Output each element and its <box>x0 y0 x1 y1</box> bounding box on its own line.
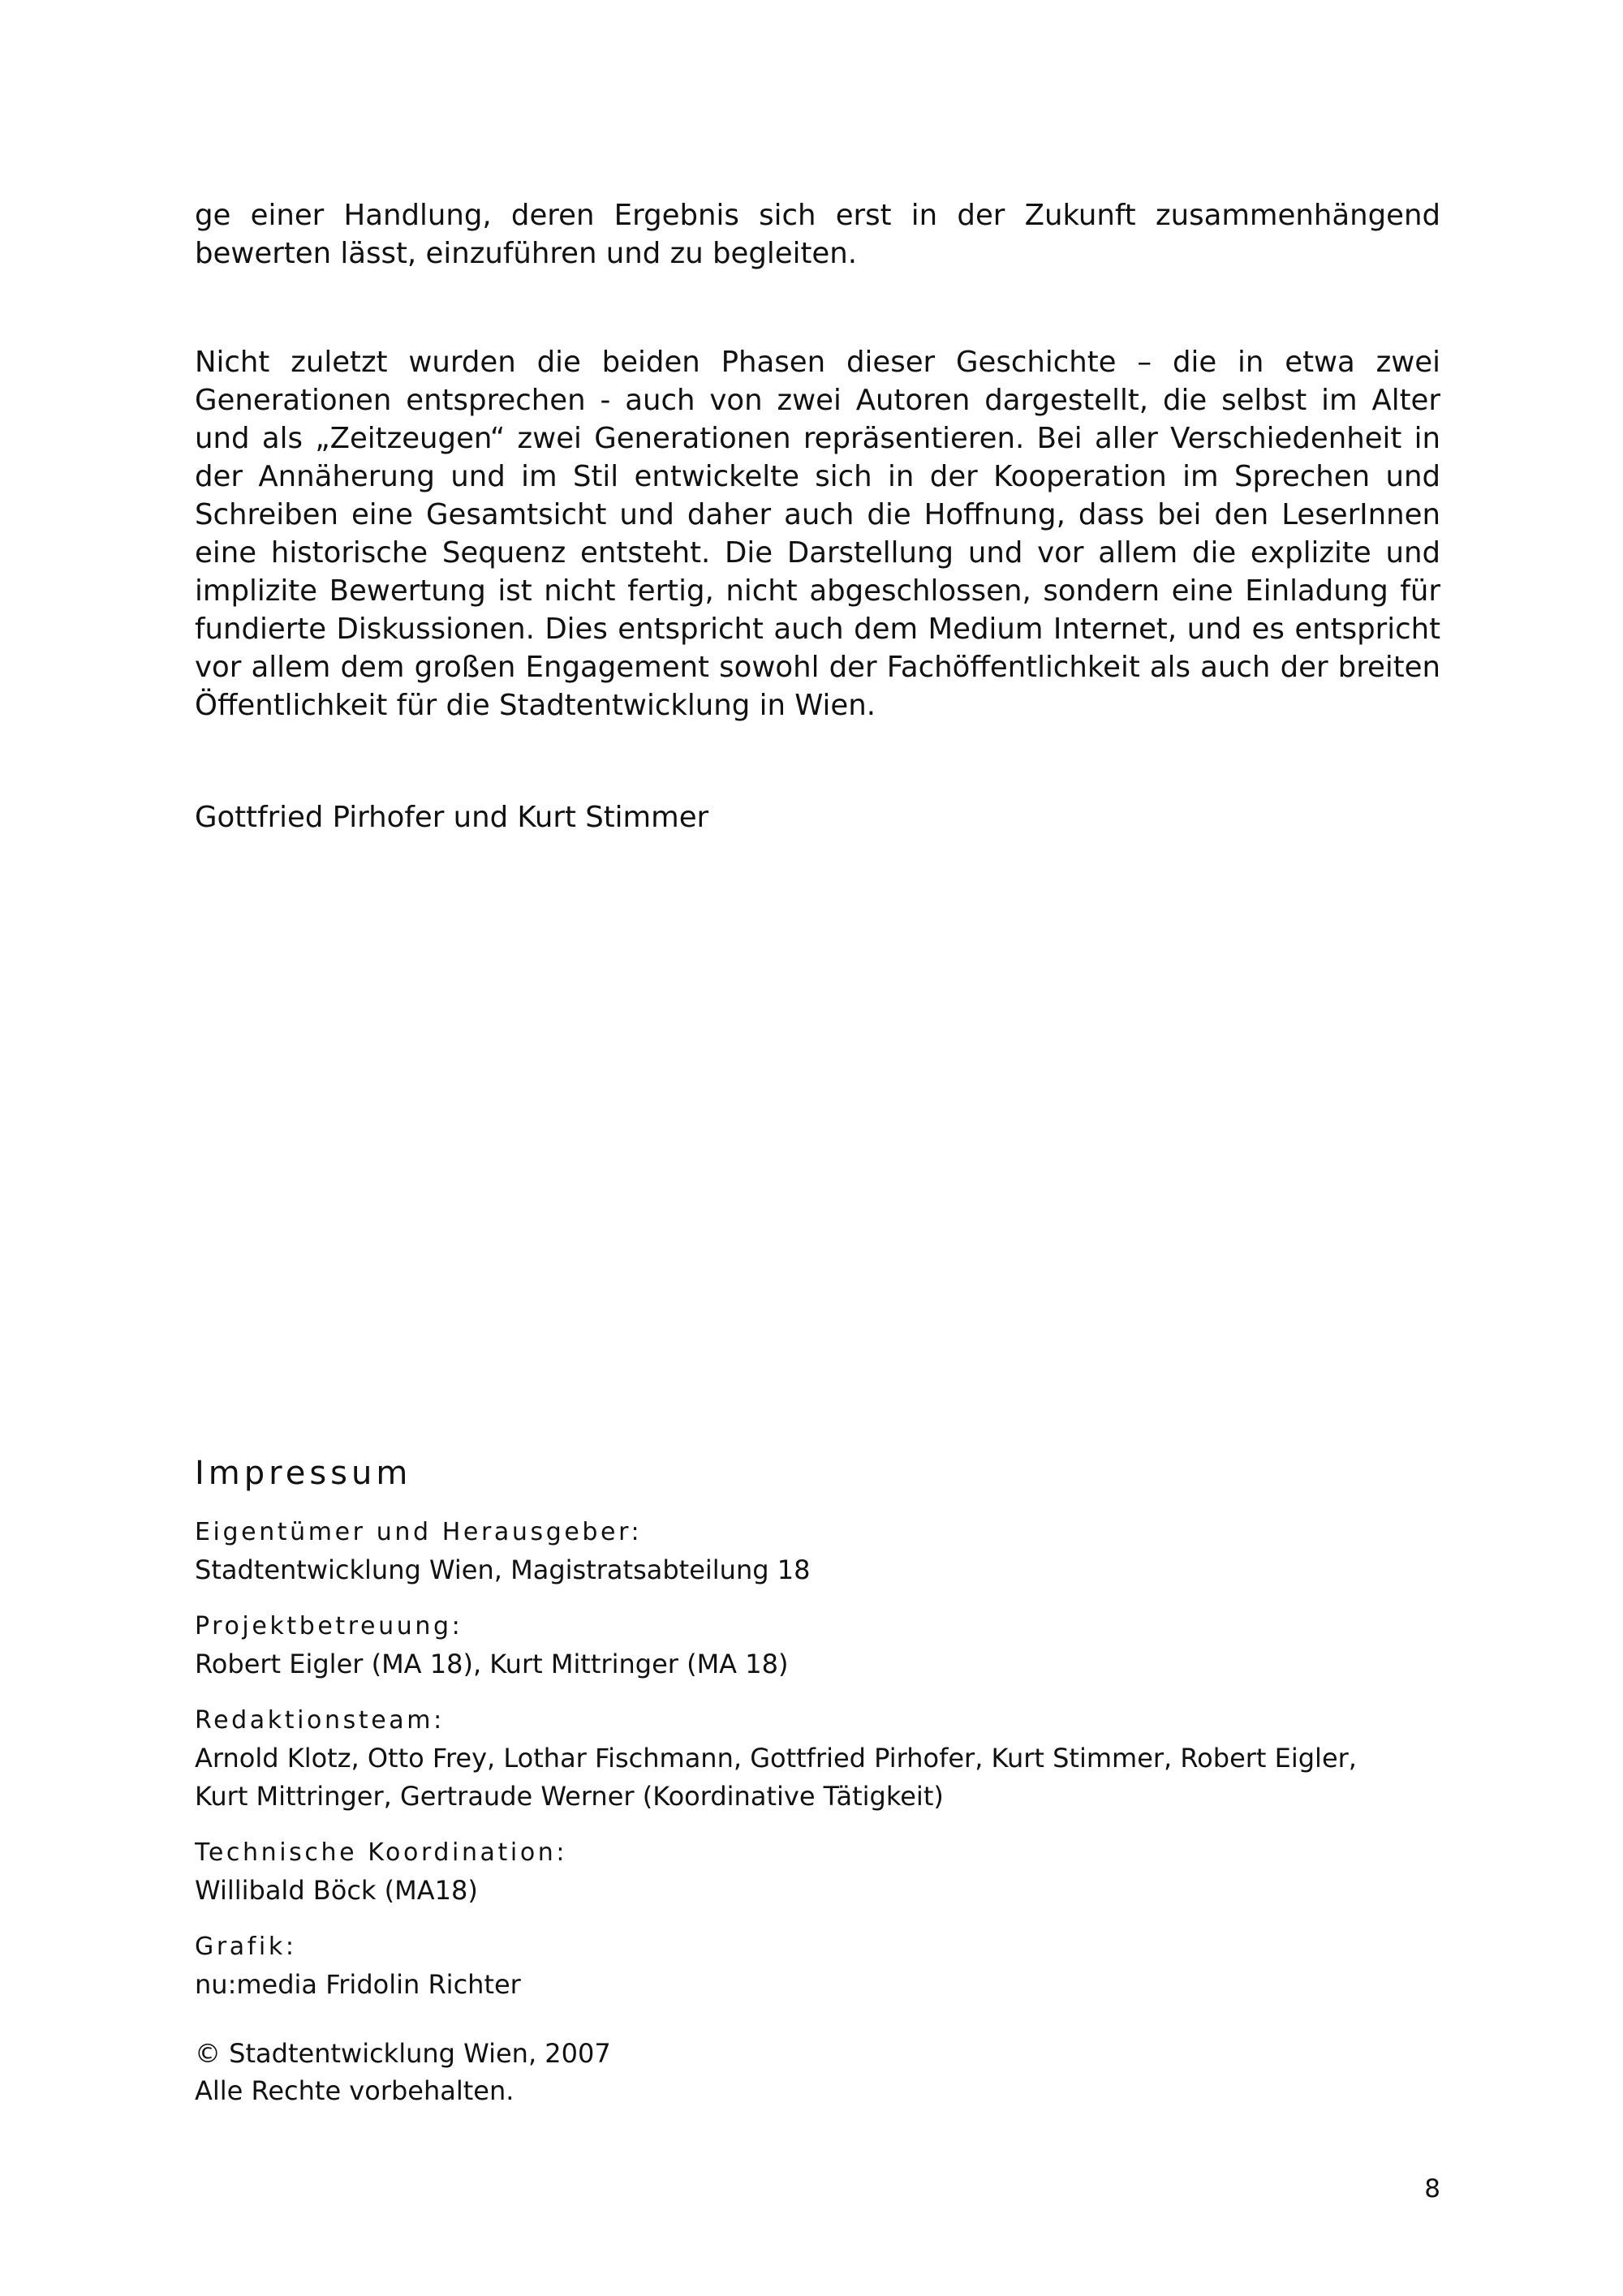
body-paragraph-conclusion: Nicht zuletzt wurden die beiden Phasen dieser Geschichte – die in etwa zwei Generationen entsprechen - auch von zwei Autoren dargestellt, die selbst im Alter und als „Zeitzeugen“ zwei Generationen repräsentieren. Bei aller Verschiedenheit in der Annäherung und im Stil entwickelte sich in der Kooperation im Sprechen und Schreiben eine Gesamtsicht und daher auch die Hoffnung, dass bei den LeserInnen eine historische Sequenz entsteht. Die Darstellung und vor allem die explizite und implizite Bewertung ist nicht fertig, nicht abgeschlossen, sondern eine Einladung für fundierte Diskussionen. Dies entspricht auch dem Medium Internet, und es entspricht vor allem dem großen Engagement sowohl der Fachöffentlichkeit als auch der breiten Öffentlichkeit für die Stadtentwicklung in Wien. <box>195 346 1440 722</box>
impressum-section <box>195 1452 1440 2109</box>
impressum-graphics <box>195 1928 1440 2004</box>
impressum-team <box>195 1702 1440 1816</box>
owner-label: Eigentümer und Herausgeber: <box>195 1518 643 1546</box>
project-value: Robert Eigler (MA 18), Kurt Mittringer (MA 18) <box>195 1649 789 1679</box>
owner-value: Stadtentwicklung Wien, Magistratsabteilung 18 <box>195 1554 811 1585</box>
graphics-value: nu:media Fridolin Richter <box>195 1969 521 2000</box>
impressum-heading: Impressum <box>195 1455 412 1492</box>
copyright-notice: © Stadtentwicklung Wien, 2007 <box>195 2038 611 2069</box>
graphics-label: Grafik: <box>195 1933 297 1961</box>
body-paragraph-continuation: ge einer Handlung, deren Ergebnis sich erst in der Zukunft zusammenhängend bewerten lässt, einzuführen und zu begleiten. <box>195 199 1440 270</box>
team-value-line-2: Kurt Mittringer, Gertraude Werner (Koordinative Tätigkeit) <box>195 1781 944 1812</box>
rights-notice: Alle Rechte vorbehalten. <box>195 2075 514 2106</box>
tech-value: Willibald Böck (MA18) <box>195 1875 478 1906</box>
impressum-footer <box>195 2035 1440 2109</box>
team-value-line-1: Arnold Klotz, Otto Frey, Lothar Fischmann, Gottfried Pirhofer, Kurt Stimmer, Robert Eigler, <box>195 1743 1357 1774</box>
author-signature: Gottfried Pirhofer und Kurt Stimmer <box>195 801 709 834</box>
team-label: Redaktionsteam: <box>195 1706 445 1735</box>
project-label: Projektbetreuung: <box>195 1612 463 1640</box>
impressum-project <box>195 1608 1440 1683</box>
page-number: 8 <box>1424 2174 1440 2204</box>
impressum-tech <box>195 1834 1440 1910</box>
tech-label: Technische Koordination: <box>195 1838 568 1867</box>
impressum-owner <box>195 1514 1440 1589</box>
document-page <box>195 0 1440 2296</box>
